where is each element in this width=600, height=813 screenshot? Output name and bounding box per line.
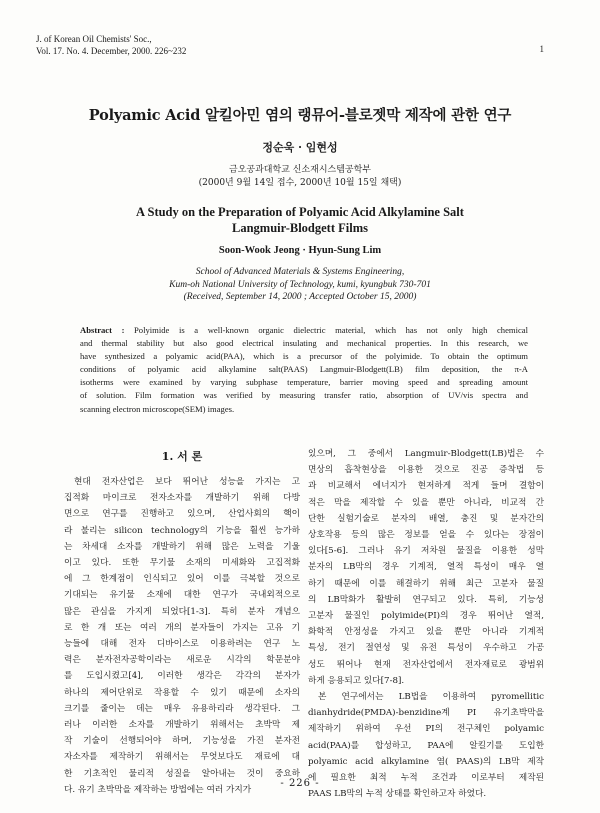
body-text-line: 를 도입시켰고[4], 이러한 생각은 각각의 분자가: [64, 671, 300, 682]
journal-citation: [36, 33, 186, 57]
body-text-line: PAAS LB막의 누적 상태를 확인하고자 하였다.: [308, 789, 487, 800]
english-title: [0, 204, 600, 236]
english-received: (Received, September 14, 2000 ; Accepted October 15, 2000): [183, 292, 417, 302]
body-text-line: 고분자 물질인 polyimide(PI)의 경우 뛰어난 열적,: [308, 611, 544, 622]
body-text-line: 자소자를 제작하기 위해서는 무엇보다도 재료에 대: [64, 752, 300, 763]
right-column-text: [308, 446, 544, 802]
body-text-line: 다. 유기 초박막을 제작하는 방법에는 여러 가지가: [64, 784, 252, 795]
english-affiliation-block: [0, 266, 600, 304]
korean-affiliation: 금오공과대학교 신소재시스템공학부: [229, 165, 371, 175]
body-text-line: acid(PAA)를 합성하고, PAA에 알킬기를 도입한: [308, 740, 544, 751]
body-text-line: polyamic acid alkylamine 염( PAAS)의 LB막 제작: [308, 756, 544, 767]
journal-name: J. of Korean Oil Chemists' Soc.,: [36, 34, 152, 44]
body-text-line: 로 한 개 또는 여러 개의 분자들이 가지는 고유 기: [64, 622, 300, 633]
body-text-line: 크기를 줄이는 데는 매우 유용하리라 생각된다. 그: [64, 703, 300, 714]
body-text-line: 집적화 마이크로 전자소자를 개발하기 위해 다방: [64, 493, 300, 504]
abstract-line: of solution. Film formation was verified by measuring transfer ratio, absorption of UV/vis spectra and: [80, 390, 528, 401]
body-text-line: 력은 분자전자공학이라는 새로운 시각의 학문분야: [64, 655, 300, 666]
abstract-label: Abstract :: [80, 325, 125, 335]
body-text-line: 많은 관심을 가지게 되었다[1-3]. 특히 분자 개념으: [64, 606, 300, 617]
abstract-line: conditions of polyamic acid alkylamine salt(PAAS) Langmuir-Blodgett(LB) film deposition, the π-A: [80, 364, 528, 375]
body-text-line: 특성, 전기 절연성 및 유전 특성이 우수하고 가공: [308, 643, 544, 654]
header-page-number: 1: [539, 44, 544, 54]
abstract-line: have synthesized a polyamic acid(PAA), which is a precursor of the polyimide. To obtain the optimum: [80, 351, 528, 362]
left-column: [64, 446, 300, 798]
body-text-line: 있으며, 그 중에서 Langmuir-Blodgett(LB)법은 수: [308, 449, 544, 459]
body-text-line: 상호작용 등의 많은 정보를 얻을 수 있다는 장점이: [308, 530, 544, 541]
english-affiliation-line2: Kum-oh National University of Technology, kumi, kyungbuk 730-701: [169, 279, 431, 290]
korean-received: (2000년 9월 14일 접수, 2000년 10월 15일 채택): [198, 178, 402, 188]
body-text-line: 하기 때문에 이를 해결하기 위해 최근 고분자 물질: [308, 578, 544, 589]
body-text-line: 한 기초적인 물리적 성질을 알아내는 것이 중요하: [64, 768, 300, 779]
left-column-text: [64, 474, 300, 798]
body-text-line: 의 LB막화가 활발히 연구되고 있다. 특히, 기능성: [308, 594, 544, 605]
body-text-line: 제작하기 위하여 우선 PI의 전구체인 polyamic: [308, 724, 544, 735]
korean-title: Polyamic Acid 알킬아민 염의 랭뮤어-블로젯막 제작에 관한 연구: [88, 107, 512, 124]
body-text-line: 기대되는 유기물 소재에 대한 연구가 국내외적으로: [64, 590, 300, 601]
body-text-line: 라 불리는 silicon technology의 기능을 훨씬 능가하: [64, 525, 300, 536]
body-text-line: 에 필요한 최적 누적 조건과 이로부터 제작된: [308, 773, 544, 784]
abstract-line: isotherms were examined by varying subphase temperature, barrier moving speed and spreading amount: [80, 377, 528, 388]
english-title-line2: Langmuir-Blodgett Films: [232, 221, 368, 235]
english-affiliation-line1: School of Advanced Materials & Systems Engineering,: [195, 267, 405, 277]
footer-page-number: - 226 -: [280, 778, 320, 789]
body-text-line: 적은 막을 제작할 수 있을 뿐만 아니라, 비교적 간: [308, 497, 544, 508]
body-text-line: 분자의 LB막의 경우 기계적, 열적 특성이 매우 열: [308, 562, 544, 573]
body-text-line: 작 기술이 선행되어야 하며, 기능성을 가진 분자전: [64, 736, 300, 747]
journal-volume: Vol. 17. No. 4. December, 2000. 226~232: [36, 46, 187, 56]
body-text-line: 하게 응용되고 있다[7-8].: [308, 675, 405, 686]
body-text-line: 단한 실험기술로 분자의 배열, 충진 및 분자간의: [308, 513, 544, 524]
body-text-line: 현대 전자산업은 보다 뛰어난 성능을 가지는 고: [74, 477, 300, 487]
abstract-line: [80, 324, 528, 337]
body-text-line: 화학적 안정성을 가지고 있을 뿐만 아니라 기계적: [308, 627, 544, 638]
korean-affiliation-block: [0, 164, 600, 190]
abstract-line: scanning electron microscope(SEM) images.: [80, 403, 235, 414]
body-text-line: 러나 이러한 소자를 개발하기 위해서는 초박막 제: [64, 720, 300, 731]
english-authors: Soon-Wook Jeong · Hyun-Sung Lim: [218, 245, 382, 256]
body-text-line: 에 그 한계점이 인식되고 있어 이를 극복할 것으로: [64, 574, 300, 585]
body-text-line: 있다[5-6]. 그러나 유기 저차원 물질을 이용한 성막: [308, 546, 544, 557]
abstract: [80, 324, 528, 416]
body-text-line: 면상의 흡착현상을 이용한 것으로 진공 증착법 등: [308, 465, 544, 476]
body-text-line: 는 차세대 소자를 개발하기 위해 많은 노력을 기울: [64, 541, 300, 552]
body-text-line: 본 연구에서는 LB법을 이용하여 pyromellitic: [318, 692, 544, 703]
body-text-line: dianhydride(PMDA)-benzidine계 PI 유기초박막을: [308, 708, 544, 719]
body-text-line: 하나의 제어단위로 작용할 수 있기 때문에 소자의: [64, 687, 300, 698]
english-title-line1: A Study on the Preparation of Polyamic Acid Alkylamine Salt: [136, 205, 464, 219]
abstract-line: and thermal stability but also good electrical insulating and mechanical properties. In this research, we: [80, 338, 528, 349]
body-text-line: 과 비교해서 에너지가 현저하게 적게 들며 결함이: [308, 481, 544, 492]
body-text-line: 능들에 대해 전자 디바이스로 이용하려는 연구 노: [64, 639, 300, 650]
section-heading: 1. 서 론: [161, 450, 203, 463]
korean-authors: 정순욱 · 임현성: [262, 141, 338, 154]
body-text-line: 면으로 연구를 진행하고 있으며, 산업사회의 핵이: [64, 509, 300, 520]
body-text-line: 이고 있다. 또한 무기물 소재의 미세화와 고집적화: [64, 558, 300, 569]
abstract-line-text: Polyimide is a well-known organic dielectric material, which has not only high chemical: [134, 325, 528, 335]
body-text-line: 성도 뛰어나 현재 전자산업에서 전자재료로 광범위: [308, 659, 544, 670]
right-column: [308, 446, 544, 802]
